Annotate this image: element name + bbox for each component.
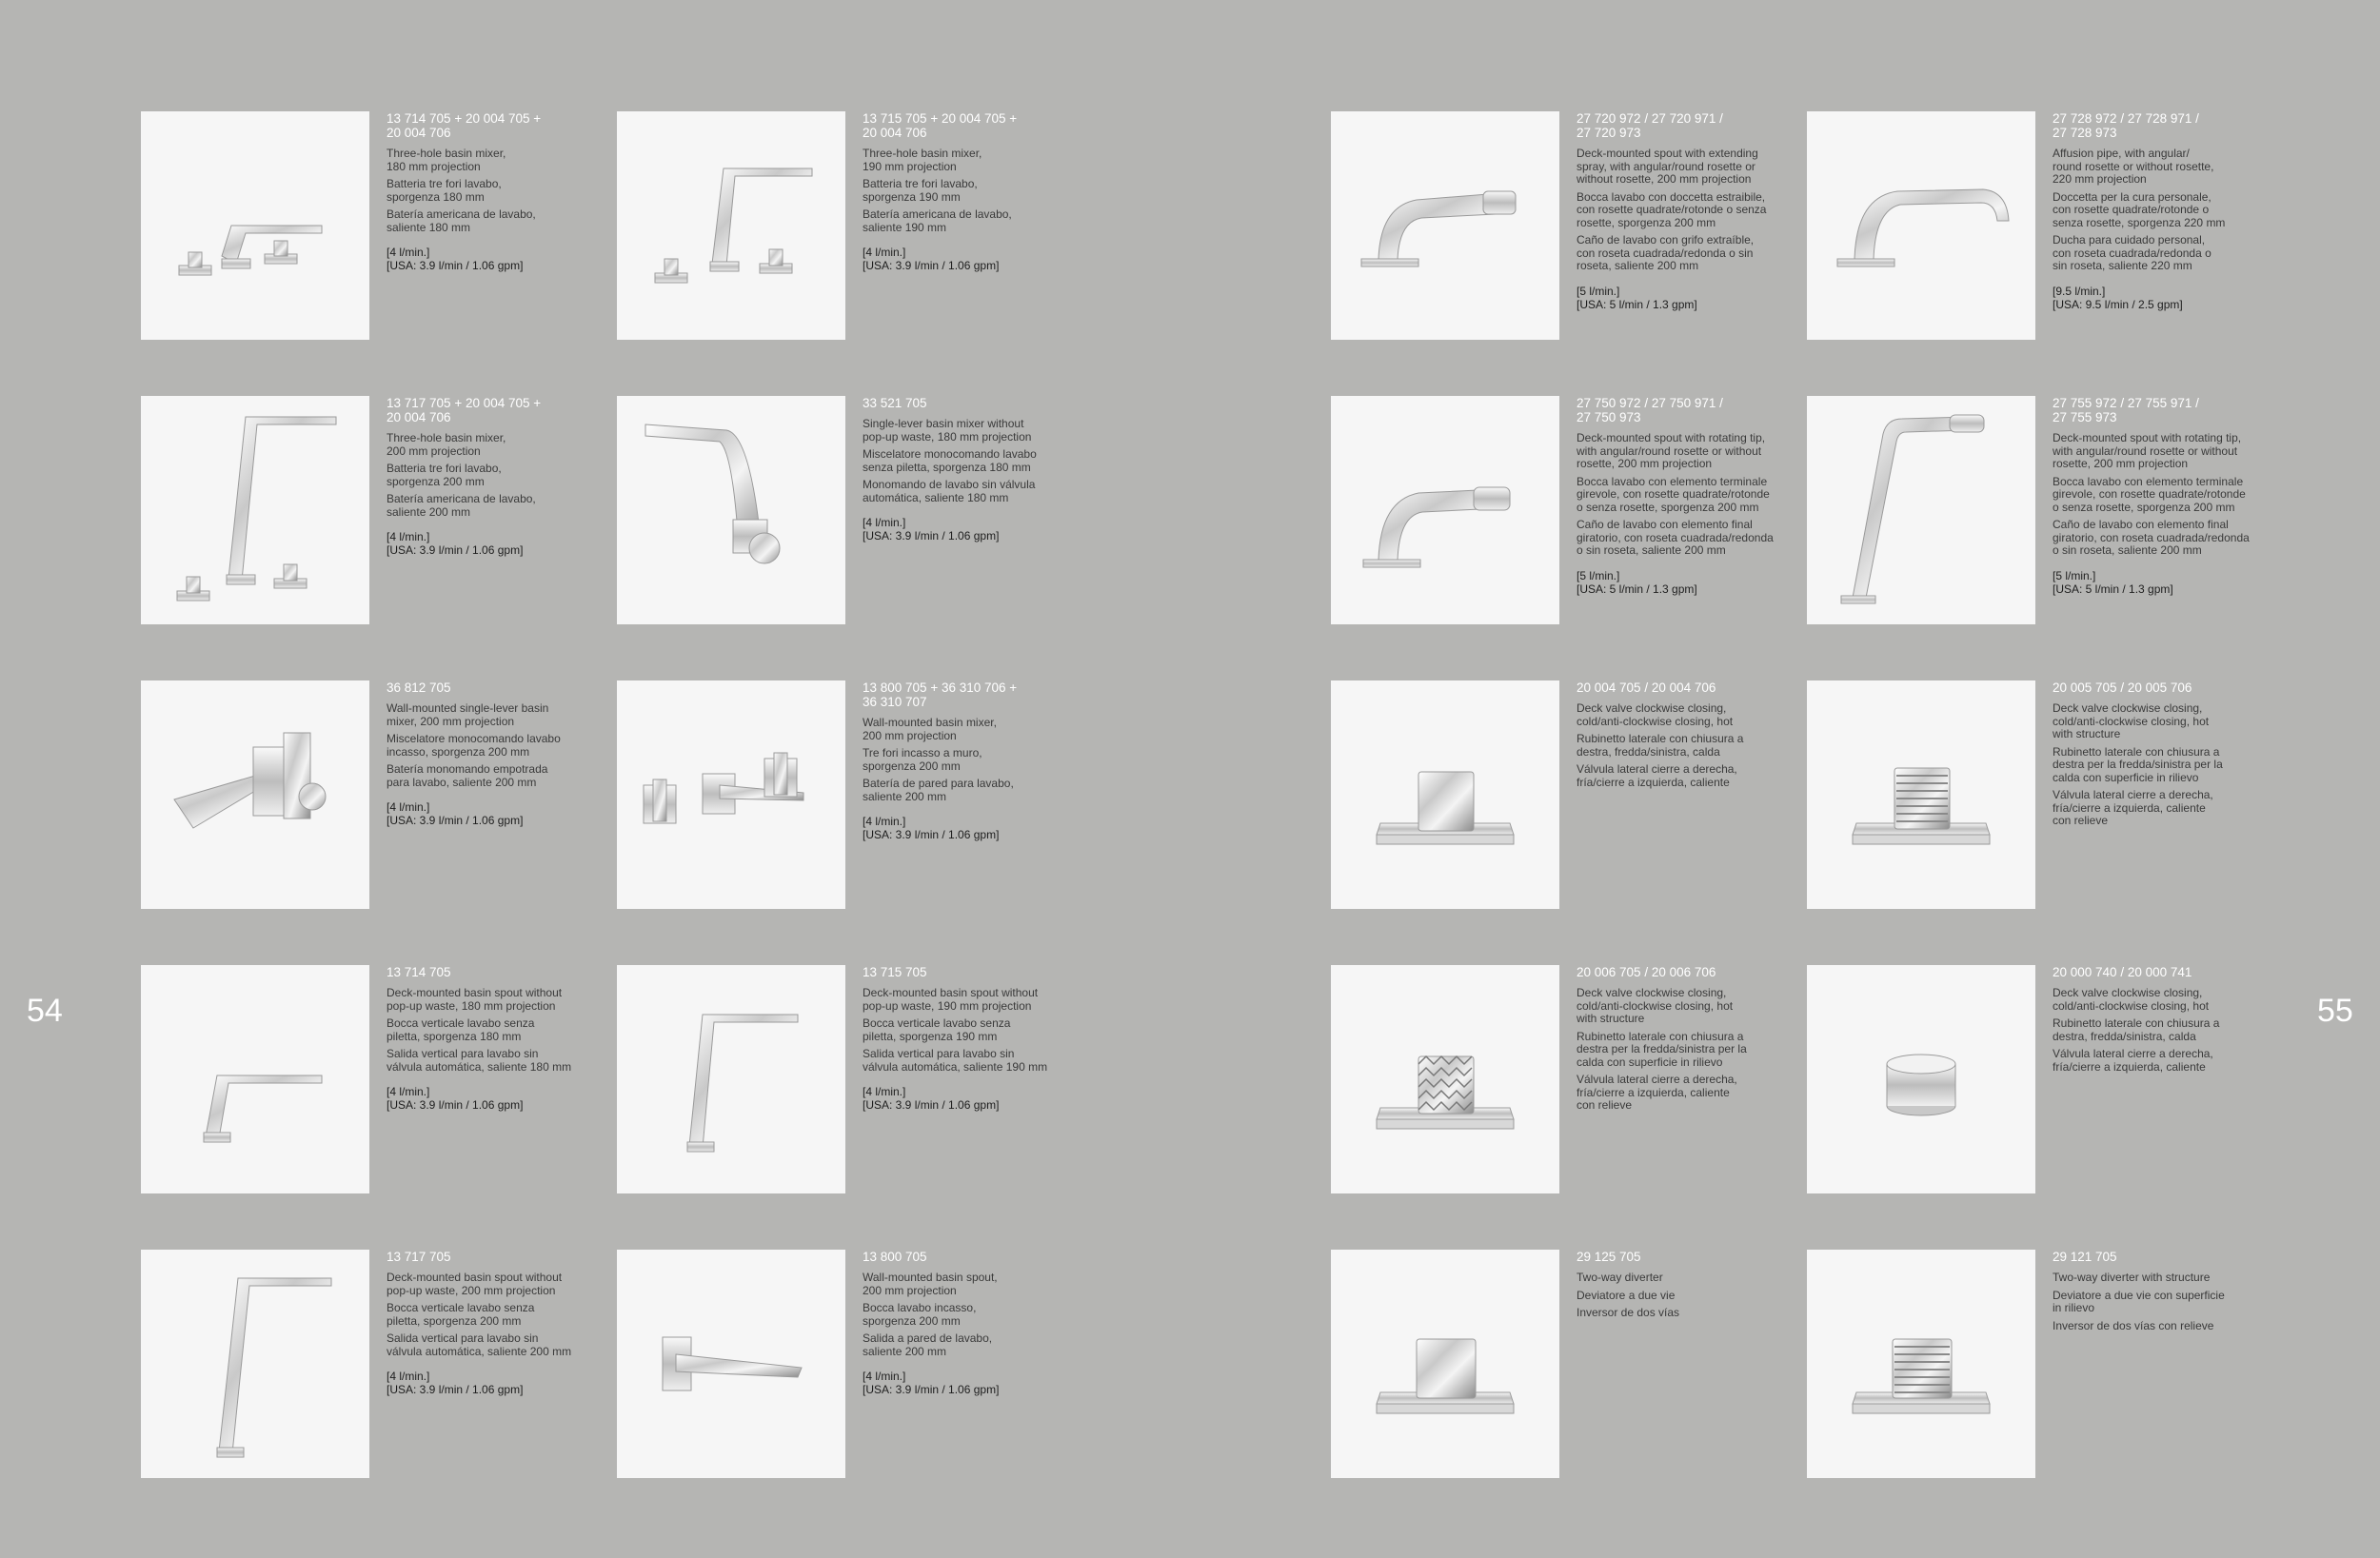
basin-spout-icon bbox=[617, 965, 845, 1193]
description-es: Batería americana de lavabo, saliente 190 mm bbox=[863, 207, 1012, 234]
description-it: Bocca verticale lavabo senza piletta, sporgenza 200 mm bbox=[387, 1301, 535, 1328]
product-code: 20 005 705 / 20 005 706 bbox=[2053, 680, 2192, 695]
description-es: Caño de lavabo con elemento final giratorio, con roseta cuadrada/redonda o sin roseta, saliente 200 mm bbox=[1577, 518, 1774, 557]
description-en: Deck-mounted spout with rotating tip, with angular/round rosette or without rosette, 200 mm projection bbox=[1577, 431, 1766, 470]
description-it: Rubinetto laterale con chiusura a destra per la fredda/sinistra per la calda con superficie in rilievo bbox=[2053, 744, 2223, 784]
description-en: Wall-mounted single-lever basin mixer, 200 mm projection bbox=[387, 701, 549, 728]
description-it: Bocca lavabo con elemento terminale girevole, con rosette quadrate/rotonde o senza rosette, sporgenza 200 mm bbox=[1577, 474, 1770, 514]
wall-three-hole-icon bbox=[617, 680, 845, 909]
spray-spout-icon bbox=[1331, 111, 1559, 340]
description-es: Salida vertical para lavabo sin válvula automática, saliente 180 mm bbox=[387, 1047, 572, 1074]
diverter-icon bbox=[1331, 1250, 1559, 1478]
description-it: Miscelatore monocomando lavabo incasso, sporgenza 200 mm bbox=[387, 732, 561, 759]
flow-rate: [4 l/min.] [USA: 3.9 l/min / 1.06 gpm] bbox=[387, 530, 524, 557]
description-en: Three-hole basin mixer, 200 mm projection bbox=[387, 431, 506, 458]
tall-three-hole-mixer-icon bbox=[141, 396, 369, 624]
product-card[interactable] bbox=[141, 1250, 617, 1478]
description-en: Deck-mounted basin spout without pop-up waste, 200 mm projection bbox=[387, 1271, 563, 1297]
product-card[interactable] bbox=[141, 396, 617, 624]
description-it: Batteria tre fori lavabo, sporgenza 190 mm bbox=[863, 177, 978, 204]
description-it: Deviatore a due vie con superficie in rilievo bbox=[2053, 1288, 2225, 1314]
description-it: Rubinetto laterale con chiusura a destra, fredda/sinistra, calda bbox=[1577, 732, 1744, 759]
product-card[interactable] bbox=[1331, 1250, 1807, 1478]
flow-rate: [4 l/min.] [USA: 3.9 l/min / 1.06 gpm] bbox=[863, 246, 1000, 272]
product-card[interactable] bbox=[1331, 396, 1807, 624]
product-card[interactable] bbox=[1331, 680, 1807, 909]
product-card[interactable] bbox=[617, 396, 1093, 624]
flow-rate: [4 l/min.] [USA: 3.9 l/min / 1.06 gpm] bbox=[863, 1085, 1000, 1112]
flow-rate: [4 l/min.] [USA: 3.9 l/min / 1.06 gpm] bbox=[863, 516, 1000, 542]
product-card[interactable] bbox=[617, 965, 1093, 1193]
description-es: Válvula lateral cierre a derecha, fría/cierre a izquierda, caliente bbox=[1577, 762, 1737, 789]
description-en: Deck valve clockwise closing, cold/anti-clockwise closing, hot with structure bbox=[2053, 701, 2210, 740]
product-code: 36 812 705 bbox=[387, 680, 451, 695]
description-en: Wall-mounted basin spout, 200 mm projection bbox=[863, 1271, 998, 1297]
description-es: Válvula lateral cierre a derecha, fría/cierre a izquierda, caliente con relieve bbox=[1577, 1073, 1737, 1112]
description-es: Caño de lavabo con elemento final giratorio, con roseta cuadrada/redonda o sin roseta, saliente 200 mm bbox=[2053, 518, 2250, 557]
description-en: Deck-mounted spout with extending spray, with angular/round rosette or without rosette, 200 mm projection bbox=[1577, 147, 1758, 186]
description-en: Affusion pipe, with angular/ round rosette or without rosette, 220 mm projection bbox=[2053, 147, 2214, 186]
product-card[interactable] bbox=[1807, 396, 2283, 624]
description-en: Three-hole basin mixer, 180 mm projection bbox=[387, 147, 506, 173]
product-code: 13 717 705 + 20 004 705 + 20 004 706 bbox=[387, 396, 542, 424]
three-hole-mixer-icon bbox=[141, 111, 369, 340]
product-code: 20 004 705 / 20 004 706 bbox=[1577, 680, 1716, 695]
description-en: Wall-mounted basin mixer, 200 mm projection bbox=[863, 716, 997, 742]
description-es: Monomando de lavabo sin válvula automática, saliente 180 mm bbox=[863, 478, 1036, 504]
description-en: Deck-mounted basin spout without pop-up waste, 190 mm projection bbox=[863, 986, 1039, 1013]
round-deck-valve-icon bbox=[1807, 965, 2035, 1193]
deck-valve-icon bbox=[1331, 680, 1559, 909]
product-card[interactable] bbox=[617, 680, 1093, 909]
product-code: 13 715 705 bbox=[863, 965, 927, 979]
product-code: 29 125 705 bbox=[1577, 1250, 1641, 1264]
description-en: Deck valve clockwise closing, cold/anti-clockwise closing, hot with structure bbox=[1577, 986, 1734, 1025]
product-code: 13 800 705 bbox=[863, 1250, 927, 1264]
product-card[interactable] bbox=[1807, 680, 2283, 909]
flow-rate: [5 l/min.] [USA: 5 l/min / 1.3 gpm] bbox=[1577, 284, 1697, 311]
structured-deck-valve-icon bbox=[1807, 680, 2035, 909]
product-code: 27 728 972 / 27 728 971 / 27 728 973 bbox=[2053, 111, 2199, 140]
product-code: 33 521 705 bbox=[863, 396, 927, 410]
flow-rate: [4 l/min.] [USA: 3.9 l/min / 1.06 gpm] bbox=[863, 815, 1000, 841]
affusion-pipe-icon bbox=[1807, 111, 2035, 340]
description-it: Doccetta per la cura personale, con rosette quadrate/rotonde o senza rosette, sporgenza 220 mm bbox=[2053, 189, 2226, 229]
flow-rate: [5 l/min.] [USA: 5 l/min / 1.3 gpm] bbox=[1577, 568, 1697, 596]
product-code: 13 717 705 bbox=[387, 1250, 451, 1264]
product-card[interactable] bbox=[1807, 1250, 2283, 1478]
description-it: Rubinetto laterale con chiusura a destra per la fredda/sinistra per la calda con superficie in rilievo bbox=[1577, 1029, 1747, 1069]
description-es: Salida a pared de lavabo, saliente 200 mm bbox=[863, 1331, 993, 1358]
wall-single-lever-icon bbox=[141, 680, 369, 909]
product-card[interactable] bbox=[1807, 111, 2283, 340]
wall-spout-icon bbox=[617, 1250, 845, 1478]
description-it: Miscelatore monocomando lavabo senza piletta, sporgenza 180 mm bbox=[863, 447, 1037, 474]
product-code: 20 000 740 / 20 000 741 bbox=[2053, 965, 2192, 979]
description-es: Válvula lateral cierre a derecha, fría/cierre a izquierda, caliente bbox=[2053, 1047, 2213, 1074]
description-it: Deviatore a due vie bbox=[1577, 1288, 1676, 1302]
flow-rate: [4 l/min.] [USA: 3.9 l/min / 1.06 gpm] bbox=[387, 800, 524, 827]
product-code: 13 715 705 + 20 004 705 + 20 004 706 bbox=[863, 111, 1018, 140]
rotating-spout-icon bbox=[1331, 396, 1559, 624]
product-card[interactable] bbox=[141, 111, 617, 340]
description-es: Batería de pared para lavabo, saliente 200 mm bbox=[863, 777, 1014, 803]
product-card[interactable] bbox=[1807, 965, 2283, 1193]
description-es: Salida vertical para lavabo sin válvula automática, saliente 190 mm bbox=[863, 1047, 1048, 1074]
page-number-left: 54 bbox=[27, 993, 63, 1029]
flow-rate: [4 l/min.] [USA: 3.9 l/min / 1.06 gpm] bbox=[863, 1370, 1000, 1396]
description-it: Bocca verticale lavabo senza piletta, sporgenza 180 mm bbox=[387, 1016, 535, 1043]
diamond-deck-valve-icon bbox=[1331, 965, 1559, 1193]
product-card[interactable] bbox=[1331, 965, 1807, 1193]
description-it: Rubinetto laterale con chiusura a destra, fredda/sinistra, calda bbox=[2053, 1016, 2220, 1043]
description-it: Bocca lavabo incasso, sporgenza 200 mm bbox=[863, 1301, 977, 1328]
description-es: Inversor de dos vías con relieve bbox=[2053, 1318, 2214, 1332]
product-code: 27 755 972 / 27 755 971 / 27 755 973 bbox=[2053, 396, 2199, 424]
product-code: 27 750 972 / 27 750 971 / 27 750 973 bbox=[1577, 396, 1723, 424]
flow-rate: [4 l/min.] [USA: 3.9 l/min / 1.06 gpm] bbox=[387, 246, 524, 272]
description-es: Batería americana de lavabo, saliente 180 mm bbox=[387, 207, 536, 234]
description-en: Single-lever basin mixer without pop-up waste, 180 mm projection bbox=[863, 417, 1032, 444]
description-it: Batteria tre fori lavabo, sporgenza 180 mm bbox=[387, 177, 502, 204]
page-number-right: 55 bbox=[2317, 993, 2353, 1029]
description-es: Batería americana de lavabo, saliente 200 mm bbox=[387, 492, 536, 519]
flow-rate: [5 l/min.] [USA: 5 l/min / 1.3 gpm] bbox=[2053, 568, 2173, 596]
description-es: Válvula lateral cierre a derecha, fría/cierre a izquierda, caliente con relieve bbox=[2053, 788, 2213, 827]
three-hole-mixer-icon bbox=[617, 111, 845, 340]
description-it: Bocca lavabo con elemento terminale girevole, con rosette quadrate/rotonde o senza rosette, sporgenza 200 mm bbox=[2053, 474, 2246, 514]
product-code: 20 006 705 / 20 006 706 bbox=[1577, 965, 1716, 979]
product-card[interactable] bbox=[141, 965, 617, 1193]
description-en: Two-way diverter with structure bbox=[2053, 1271, 2211, 1284]
product-card[interactable] bbox=[141, 680, 617, 909]
description-it: Bocca lavabo con doccetta estraibile, con rosette quadrate/rotonde o senza rosette, sporgenza 200 mm bbox=[1577, 189, 1767, 229]
product-code: 13 714 705 + 20 004 705 + 20 004 706 bbox=[387, 111, 542, 140]
description-en: Deck valve clockwise closing, cold/anti-clockwise closing, hot bbox=[2053, 986, 2210, 1013]
description-it: Bocca verticale lavabo senza piletta, sporgenza 190 mm bbox=[863, 1016, 1011, 1043]
product-card[interactable] bbox=[617, 1250, 1093, 1478]
product-code: 29 121 705 bbox=[2053, 1250, 2117, 1264]
description-es: Inversor de dos vías bbox=[1577, 1306, 1680, 1319]
product-code: 13 714 705 bbox=[387, 965, 451, 979]
description-es: Batería monomando empotrada para lavabo, saliente 200 mm bbox=[387, 762, 548, 789]
flow-rate: [4 l/min.] [USA: 3.9 l/min / 1.06 gpm] bbox=[387, 1085, 524, 1112]
basin-spout-icon bbox=[141, 965, 369, 1193]
structured-diverter-icon bbox=[1807, 1250, 2035, 1478]
product-code: 27 720 972 / 27 720 971 / 27 720 973 bbox=[1577, 111, 1723, 140]
description-it: Batteria tre fori lavabo, sporgenza 200 mm bbox=[387, 462, 502, 488]
product-card[interactable] bbox=[1331, 111, 1807, 340]
single-lever-mixer-icon bbox=[617, 396, 845, 624]
flow-rate: [9.5 l/min.] [USA: 9.5 l/min / 2.5 gpm] bbox=[2053, 284, 2183, 311]
product-code: 13 800 705 + 36 310 706 + 36 310 707 bbox=[863, 680, 1018, 709]
description-en: Deck-mounted spout with rotating tip, with angular/round rosette or without rosette, 200 mm projection bbox=[2053, 431, 2242, 470]
tall-basin-spout-icon bbox=[141, 1250, 369, 1478]
description-en: Deck-mounted basin spout without pop-up waste, 180 mm projection bbox=[387, 986, 563, 1013]
description-en: Deck valve clockwise closing, cold/anti-clockwise closing, hot bbox=[1577, 701, 1734, 728]
description-es: Salida vertical para lavabo sin válvula automática, saliente 200 mm bbox=[387, 1331, 572, 1358]
description-es: Ducha para cuidado personal, con roseta cuadrada/redonda o sin roseta, saliente 220 mm bbox=[2053, 233, 2211, 272]
tall-rotating-spout-icon bbox=[1807, 396, 2035, 624]
description-it: Tre fori incasso a muro, sporgenza 200 mm bbox=[863, 746, 982, 773]
description-en: Two-way diverter bbox=[1577, 1271, 1663, 1284]
product-card[interactable] bbox=[617, 111, 1093, 340]
description-es: Caño de lavabo con grifo extraíble, con roseta cuadrada/redonda o sin roseta, saliente 200 mm bbox=[1577, 233, 1755, 272]
description-en: Three-hole basin mixer, 190 mm projection bbox=[863, 147, 982, 173]
flow-rate: [4 l/min.] [USA: 3.9 l/min / 1.06 gpm] bbox=[387, 1370, 524, 1396]
